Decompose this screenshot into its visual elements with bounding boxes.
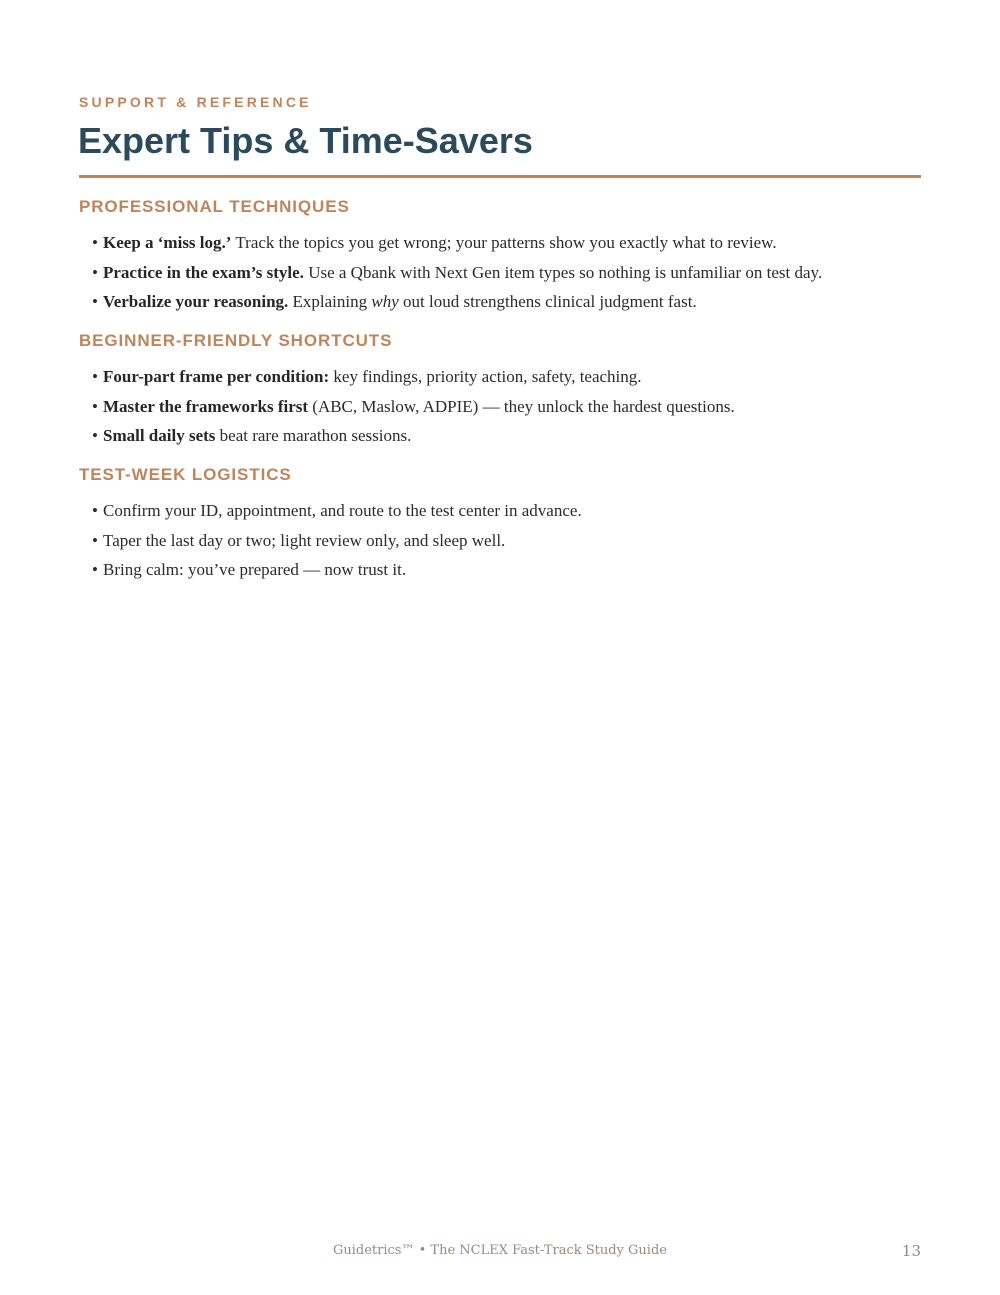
tip-lead: Four-part frame per condition: — [103, 367, 330, 386]
tip-list — [79, 362, 921, 451]
tip-lead: Keep a ‘miss log.’ — [103, 233, 232, 252]
list-item — [79, 392, 921, 422]
tip-lead: Master the frameworks first — [103, 396, 309, 416]
tip-text: out loud strengthens clinical judgment fast. — [398, 292, 697, 312]
bullet-icon: • — [92, 262, 98, 282]
list-item — [79, 362, 921, 392]
tip-list — [79, 228, 921, 317]
list-item — [79, 228, 921, 258]
section-test-week-logistics — [79, 464, 921, 585]
section-professional-techniques — [79, 196, 921, 317]
page-number: 13 — [901, 1242, 921, 1260]
section-eyebrow: SUPPORT & REFERENCE — [79, 94, 312, 110]
tip-text: Track the topics you get wrong; your patterns show you exactly what to review. — [231, 233, 777, 252]
bullet-icon: • — [92, 396, 98, 416]
bullet-icon: • — [92, 426, 98, 446]
list-item — [79, 287, 921, 317]
list-item — [79, 526, 921, 556]
list-item — [79, 258, 921, 288]
tip-text: Use a Qbank with Next Gen item types so nothing is unfamiliar on test day. — [303, 262, 823, 282]
tip-text: Bring calm: you’ve prepared — now trust it. — [103, 560, 407, 580]
page-title: Expert Tips & Time-Savers — [78, 120, 533, 161]
tip-text: Taper the last day or two; light review only, and sleep well. — [103, 530, 506, 550]
bullet-icon: • — [92, 560, 98, 580]
section-heading: PROFESSIONAL TECHNIQUES — [79, 197, 350, 216]
tip-lead: Verbalize your reasoning. — [103, 292, 289, 312]
section-heading: BEGINNER-FRIENDLY SHORTCUTS — [79, 331, 393, 350]
section-heading: TEST-WEEK LOGISTICS — [79, 465, 292, 484]
list-item — [79, 555, 921, 585]
title-divider — [79, 175, 921, 178]
bullet-icon: • — [92, 530, 98, 550]
section-beginner-shortcuts — [79, 330, 921, 451]
bullet-icon: • — [92, 367, 98, 386]
list-item — [79, 496, 921, 526]
tip-text: beat rare marathon sessions. — [215, 426, 412, 446]
tip-text: (ABC, Maslow, ADPIE) — they unlock the hardest questions. — [308, 396, 735, 416]
bullet-icon: • — [92, 292, 98, 312]
tip-list — [79, 496, 921, 585]
tip-emphasis: why — [371, 292, 399, 312]
tip-lead: Practice in the exam’s style. — [103, 262, 304, 282]
bullet-icon: • — [92, 501, 98, 520]
bullet-icon: • — [92, 233, 98, 252]
tip-text: key findings, priority action, safety, teaching. — [329, 367, 642, 386]
page-footer: Guidetrics™ • The NCLEX Fast-Track Study Guide — [333, 1243, 667, 1258]
tip-text: Explaining — [288, 292, 372, 312]
tip-text: Confirm your ID, appointment, and route to the test center in advance. — [103, 501, 582, 520]
list-item — [79, 421, 921, 451]
tip-lead: Small daily sets — [103, 426, 216, 446]
